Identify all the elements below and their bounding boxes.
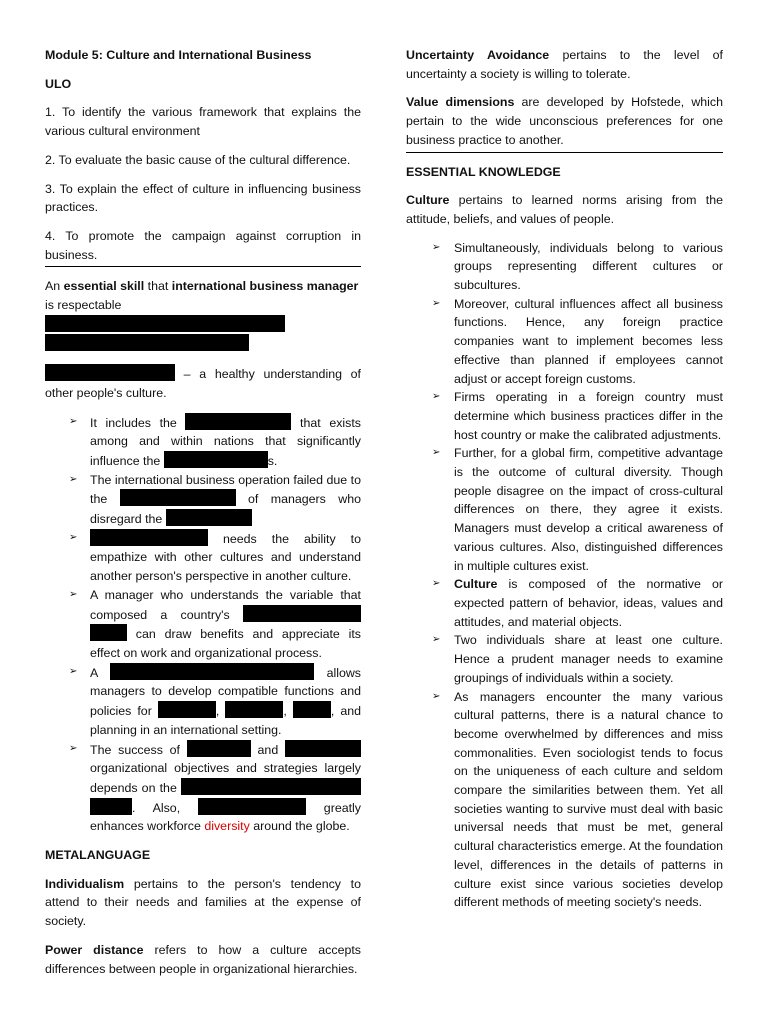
list-item: ➢ A manager who understands the variable that composed a country's can draw benefits and appreciate its effect on work and organizational process. <box>69 587 361 660</box>
healthy-understanding: – a healthy understanding of other people's culture. <box>45 364 361 402</box>
left-column <box>45 46 361 988</box>
list-item: ➢ It includes the that exists among and within nations that significantly influence the s. <box>45 413 361 471</box>
list-item: ➢ As managers encounter the many various cultural patterns, there is a natural chance to become overwhelmed by differences and miss commonalities. Even sociologist tends to focus on the uniqueness of each culture and seldom compare the similarities between them. Yet all societies wanting to survive must deal with basic universal needs that must be met, general cultural characteristics emerge. At the foundation level, differences in the details of patterns in culture exist since various societies develop different methods of meeting society's needs. <box>432 689 723 910</box>
list-item: ➢ The success of and organizational objectives and strategies largely depends on the . Also, greatly enhances workforce diversity around the globe. <box>45 740 361 837</box>
redaction <box>45 334 249 351</box>
redaction <box>293 701 331 718</box>
ulo-heading: ULO <box>45 76 72 91</box>
term-uncertainty-avoidance: Uncertainty Avoidance pertains to the level of uncertainty a society is willing to tolerate. <box>406 48 723 81</box>
arrow-bullet-icon: ➢ <box>69 415 78 427</box>
arrow-bullet-icon: ➢ <box>69 665 78 677</box>
arrow-bullet-icon: ➢ <box>432 391 441 403</box>
list-item: ➢ Culture is composed of the normative or expected pattern of behavior, ideas, values and attitudes, and material objects. <box>432 577 723 629</box>
arrow-bullet-icon: ➢ <box>432 634 441 646</box>
metalanguage-heading: METALANGUAGE <box>45 848 151 863</box>
arrow-bullet-icon: ➢ <box>432 447 441 459</box>
term-individualism: Individualism pertains to the person's tendency to attend to their needs and families at the expense of society. <box>45 876 361 929</box>
list-item: ➢ Further, for a global firm, competitive advantage is the outcome of cultural diversity. Though people disagree on the impact of cross-cultural differences on there, they agree it exists. Managers must develop a critical awareness of various cultures. Also, distinguished differences in multiple cultures exist. <box>432 446 723 573</box>
objective-2: 2. To evaluate the basic cause of the cultural difference. <box>45 152 351 167</box>
essential-knowledge-heading: ESSENTIAL KNOWLEDGE <box>406 164 561 179</box>
objective-1: 1. To identify the various framework that explains the various cultural environment <box>45 105 361 139</box>
redaction <box>164 451 268 468</box>
redaction <box>166 509 252 526</box>
module-title: Module 5: Culture and International Business <box>45 48 312 62</box>
arrow-bullet-icon: ➢ <box>432 297 441 309</box>
redaction <box>110 663 314 680</box>
intro-paragraph: An essential skill that international business manager is respectable <box>45 277 361 354</box>
arrow-bullet-icon: ➢ <box>432 578 441 590</box>
redaction <box>285 740 361 757</box>
term-power-distance: Power distance refers to how a culture accepts differences between people in organizational hierarchies. <box>45 942 361 976</box>
highlighted-word: diversity <box>204 819 250 834</box>
redaction <box>45 364 175 381</box>
redaction <box>90 798 132 815</box>
redaction <box>225 701 283 718</box>
list-item: ➢ Firms operating in a foreign country must determine which business practices differ in the host country or make the calibrated adjustments. <box>432 390 723 442</box>
objective-4: 4. To promote the campaign against corruption in business. <box>45 228 361 262</box>
list-item: ➢ needs the ability to empathize with other cultures and understand another person's perspective in another culture. <box>45 529 361 586</box>
redaction <box>181 778 361 795</box>
redaction <box>45 315 285 332</box>
redaction <box>185 413 291 430</box>
redaction <box>90 529 208 546</box>
arrow-bullet-icon: ➢ <box>69 742 78 754</box>
redaction <box>187 740 251 757</box>
redaction <box>90 624 127 641</box>
arrow-bullet-icon: ➢ <box>432 241 441 253</box>
list-item: ➢ A allows managers to develop compatible functions and policies for , , , and planning in an international setting. <box>45 663 361 740</box>
arrow-bullet-icon: ➢ <box>432 690 441 702</box>
arrow-bullet-icon: ➢ <box>69 531 78 543</box>
redaction <box>243 605 361 622</box>
redaction <box>158 701 216 718</box>
right-column <box>406 46 723 912</box>
culture-definition: Culture pertains to learned norms arising from the attitude, beliefs, and values of people. <box>406 193 723 226</box>
arrow-bullet-icon: ➢ <box>69 588 78 600</box>
right-bullet-list <box>406 239 723 912</box>
objective-3: 3. To explain the effect of culture in influencing business practices. <box>45 181 361 215</box>
list-item: ➢ The international business operation failed due to the of managers who disregard the <box>69 472 361 527</box>
term-value-dimensions: Value dimensions are developed by Hofstede, which pertain to the wide unconscious preferences for one business practice to another. <box>406 95 723 147</box>
list-item: ➢ Moreover, cultural influences affect all business functions. Hence, any foreign practice companies want to implement becomes less effective than planned if employees cannot adjust or accept foreign customs. <box>432 296 723 386</box>
left-bullet-list <box>45 413 361 836</box>
redaction <box>120 489 236 506</box>
divider <box>45 266 361 267</box>
divider <box>406 152 723 153</box>
list-item: ➢ Two individuals share at least one culture. Hence a prudent manager needs to examine groupings of individuals within a society. <box>432 633 723 685</box>
arrow-bullet-icon: ➢ <box>69 473 78 485</box>
list-item: ➢ Simultaneously, individuals belong to various groups representing different cultures or subcultures. <box>432 240 723 293</box>
redaction <box>198 798 306 815</box>
